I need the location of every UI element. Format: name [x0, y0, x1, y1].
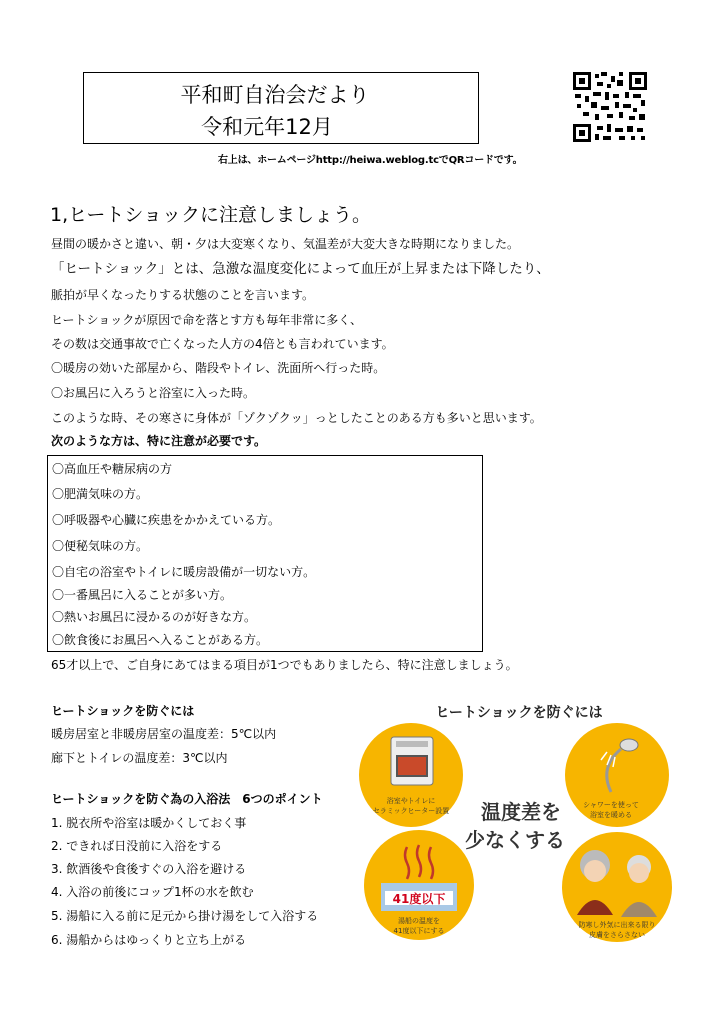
heater-caption-1: 浴室やトイレに: [386, 797, 436, 805]
shower-caption-2: 浴室を暖める: [590, 811, 632, 819]
list-item: 〇呼吸器や心臓に疾患をかかえている方。: [52, 513, 281, 527]
heater-icon: [391, 737, 433, 785]
list-item: 〇飲食後にお風呂へ入ることがある方。: [52, 633, 269, 647]
newsletter-date: 令和元年12月: [201, 115, 333, 139]
bath-point: 6. 湯船からはゆっくりと立ち上がる: [51, 933, 247, 947]
paragraph-line: このような時、その寒さに身体が「ゾクゾクッ」っとしたことのある方も多いと思います。: [51, 411, 542, 425]
paragraph-line: 「ヒートショック」とは、急激な温度変化によって血圧が上昇または下降したり、: [51, 261, 550, 277]
list-item: 〇高血圧や糖尿病の方: [52, 462, 173, 476]
paragraph-line: ヒートショックが原因で命を落とす方も毎年非常に多く、: [51, 313, 363, 327]
list-item: 〇熱いお風呂に浸かるのが好きな方。: [52, 610, 257, 624]
bath-caption-2: 41度以下にする: [393, 927, 445, 935]
paragraph-line: 〇暖房の効いた部屋から、階段やトイレ、洗面所へ行った時。: [51, 361, 386, 375]
qr-code-icon[interactable]: [573, 72, 647, 142]
heat-shock-illustration: [349, 697, 689, 947]
paragraph-line: その数は交通事故で亡くなった人方の4倍とも言われています。: [51, 337, 394, 351]
caution-list: [47, 455, 483, 652]
list-item: 〇一番風呂に入ることが多い方。: [52, 588, 233, 602]
bath-point: 5. 湯船に入る前に足元から掛け湯をして入浴する: [51, 909, 319, 923]
prevent-line: 廊下とトイレの温度差：3℃以内: [51, 751, 228, 765]
shower-caption-1: シャワーを使って: [583, 801, 639, 809]
bath-point: 3. 飲酒後や食後すぐの入浴を避ける: [51, 862, 247, 876]
list-item: 〇便秘気味の方。: [52, 539, 149, 553]
people-caption-2: 皮膚をさらさない: [589, 931, 645, 939]
paragraph-line: 〇お風呂に入ろうと浴室に入った時。: [51, 386, 256, 400]
prevent-line: 暖房居室と非暖房居室の温度差：5℃以内: [51, 727, 277, 741]
center-text-1: 温度差を: [481, 800, 561, 824]
bath-label: 41度以下: [392, 892, 446, 906]
age-note: 65才以上で、ご自身にあてはまる項目が1つでもありましたら、特に注意しましょう。: [51, 658, 518, 672]
paragraph-line: 脈拍が早くなったりする状態のことを言います。: [51, 288, 315, 302]
paragraph-line: 昼間の暖かさと違い、朝・夕は大変寒くなり、気温差が大変大きな時期になりました。: [51, 237, 520, 251]
heater-caption-2: セラミックヒーター設置: [372, 807, 450, 815]
bath-point: 2. できれば日没前に入浴をする: [51, 839, 223, 853]
bath-point: 4. 入浴の前後にコップ1杯の水を飲む: [51, 885, 254, 899]
caution-heading: 次のような方は、特に注意が必要です。: [51, 434, 267, 448]
bath-heading: ヒートショックを防ぐ為の入浴法 6つのポイント: [51, 792, 323, 806]
newsletter-title: 平和町自治会だより: [180, 83, 370, 107]
illustration-title: ヒートショックを防ぐには: [435, 705, 603, 721]
prevent-heading: ヒートショックを防ぐには: [51, 704, 195, 718]
bath-point: 1. 脱衣所や浴室は暖かくしておく事: [51, 816, 247, 830]
list-item: 〇自宅の浴室やトイレに暖房設備が一切ない方。: [52, 565, 316, 579]
qr-note: 右上は、ホームページhttp://heiwa.weblog.tcでQRコードです。: [218, 155, 523, 166]
list-item: 〇肥満気味の方。: [52, 487, 149, 501]
bath-caption-1: 湯船の温度を: [398, 917, 440, 925]
people-caption-1: 防寒し外気に出来る限り: [578, 921, 656, 929]
section-heading: 1,ヒートショックに注意しましょう。: [50, 204, 371, 226]
title-box: [83, 72, 479, 144]
center-text-2: 少なくする: [465, 828, 565, 852]
